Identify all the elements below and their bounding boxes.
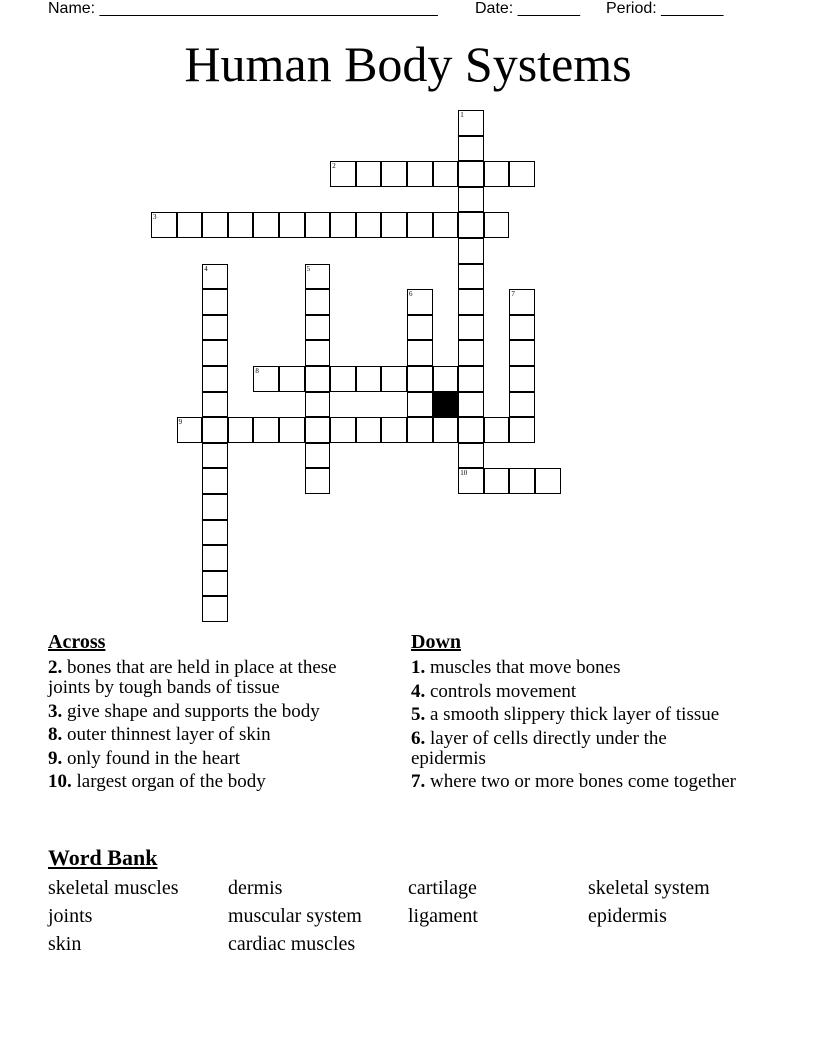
down-clue xyxy=(411,705,741,725)
across-clue xyxy=(48,725,378,745)
crossword-cell[interactable] xyxy=(202,545,228,571)
word-bank-entry: cardiac muscles xyxy=(228,933,356,955)
crossword-cell[interactable] xyxy=(253,417,279,443)
clue-number: 2. xyxy=(48,657,63,678)
down-clue xyxy=(411,682,741,702)
crossword-cell[interactable] xyxy=(407,212,433,238)
crossword-cell[interactable] xyxy=(407,340,433,366)
crossword-cell[interactable] xyxy=(202,340,228,366)
crossword-cell[interactable] xyxy=(228,417,254,443)
page-title: Human Body Systems xyxy=(184,36,632,92)
across-clue xyxy=(48,702,378,722)
word-bank-heading: Word Bank xyxy=(48,845,158,870)
crossword-cell[interactable] xyxy=(305,289,331,315)
crossword-cell[interactable] xyxy=(509,468,535,494)
crossword-cell[interactable] xyxy=(305,468,331,494)
crossword-cell[interactable] xyxy=(407,161,433,187)
crossword-cell[interactable] xyxy=(509,392,535,418)
clue-number: 4. xyxy=(411,680,426,702)
across-heading: Across xyxy=(48,631,106,653)
clue-text: largest organ of the body xyxy=(71,771,266,792)
crossword-cell[interactable] xyxy=(356,161,382,187)
clue-text: only found in the heart xyxy=(62,747,241,769)
crossword-cell[interactable] xyxy=(458,417,484,443)
down-clue-list xyxy=(411,658,741,792)
across-clue xyxy=(48,772,378,792)
crossword-cell[interactable] xyxy=(509,417,535,443)
crossword-cell[interactable] xyxy=(458,264,484,290)
clue-text: muscles that move bones xyxy=(425,657,621,678)
crossword-cell[interactable] xyxy=(458,443,484,469)
crossword-cell[interactable] xyxy=(433,212,459,238)
crossword-cell[interactable] xyxy=(433,417,459,443)
crossword-cell[interactable] xyxy=(458,238,484,264)
clue-number: 10. xyxy=(48,771,72,792)
clue-number-label: 6 xyxy=(409,290,413,299)
clue-text: where two or more bones come together xyxy=(425,771,737,792)
word-bank-entry: skeletal muscles xyxy=(48,877,179,899)
clue-text: give shape and supports the body xyxy=(62,700,320,722)
clue-number: 3. xyxy=(48,700,63,722)
crossword-cell[interactable] xyxy=(253,212,279,238)
crossword-cell[interactable] xyxy=(305,366,331,392)
date-field-label: Date: _______ xyxy=(475,0,580,17)
crossword-cell[interactable] xyxy=(407,366,433,392)
clue-number-label: 3 xyxy=(153,213,157,222)
clue-number-label: 9 xyxy=(178,418,183,427)
across-clue-list xyxy=(48,658,378,792)
crossword-cell[interactable] xyxy=(433,161,459,187)
crossword-cell[interactable] xyxy=(202,468,228,494)
clue-text: outer thinnest layer of skin xyxy=(62,724,271,745)
across-clue xyxy=(48,658,378,698)
word-bank-entry: skeletal system xyxy=(588,877,710,899)
word-bank-entry: muscular system xyxy=(228,905,362,927)
down-heading: Down xyxy=(411,631,462,653)
crossword-cell[interactable] xyxy=(228,212,254,238)
crossword-cell[interactable] xyxy=(330,212,356,238)
crossword-cell[interactable] xyxy=(202,417,228,443)
word-bank-entry: ligament xyxy=(408,905,478,927)
crossword-cell[interactable] xyxy=(305,315,331,341)
crossword-cell[interactable] xyxy=(202,596,228,622)
clue-text: controls movement xyxy=(425,680,577,702)
crossword-cell[interactable] xyxy=(484,468,510,494)
crossword-cell[interactable] xyxy=(509,366,535,392)
clue-number-label: 8 xyxy=(255,367,259,375)
clue-number: 7. xyxy=(411,771,426,792)
crossword-cell[interactable] xyxy=(381,212,407,238)
crossword-cell[interactable] xyxy=(202,571,228,597)
crossword-cell[interactable] xyxy=(509,340,535,366)
crossword-cell[interactable] xyxy=(458,136,484,162)
down-clue xyxy=(411,729,741,769)
crossword-cell[interactable] xyxy=(202,494,228,520)
clue-number: 1. xyxy=(411,657,426,678)
crossword-cell[interactable] xyxy=(484,417,510,443)
crossword-cell[interactable] xyxy=(535,468,561,494)
word-bank-entry: epidermis xyxy=(588,905,667,927)
word-bank-entry: skin xyxy=(48,933,82,955)
crossword-cell[interactable] xyxy=(202,315,228,341)
crossword-cell[interactable] xyxy=(433,366,459,392)
clue-text: a smooth slippery thick layer of tissue xyxy=(425,704,720,725)
clue-number-label: 1 xyxy=(460,111,464,119)
crossword-cell[interactable] xyxy=(305,443,331,469)
word-bank-entry: dermis xyxy=(228,877,283,899)
crossword-cell[interactable] xyxy=(407,417,433,443)
crossword-cell[interactable] xyxy=(381,417,407,443)
down-clue xyxy=(411,772,741,792)
crossword-cell[interactable] xyxy=(356,212,382,238)
crossword-cell[interactable] xyxy=(458,161,484,187)
crossword-cell[interactable] xyxy=(202,443,228,469)
crossword-cell[interactable] xyxy=(356,366,382,392)
crossword-cell[interactable] xyxy=(330,366,356,392)
word-bank xyxy=(48,874,768,958)
crossword-cell[interactable] xyxy=(202,212,228,238)
crossword-cell[interactable] xyxy=(177,212,203,238)
clue-number-label: 10 xyxy=(460,469,468,478)
clue-number-label: 2 xyxy=(332,162,336,171)
crossword-cell[interactable] xyxy=(381,366,407,392)
crossword-cell[interactable] xyxy=(458,289,484,315)
crossword-cell[interactable] xyxy=(279,212,305,238)
crossword-cell[interactable] xyxy=(407,315,433,341)
across-clue xyxy=(48,749,378,769)
down-clues xyxy=(411,630,741,796)
crossword-cell[interactable] xyxy=(305,340,331,366)
crossword-cell[interactable] xyxy=(484,161,510,187)
crossword-cell[interactable] xyxy=(305,392,331,418)
clue-number-label: 4 xyxy=(204,264,208,273)
crossword-cell[interactable] xyxy=(356,417,382,443)
crossword-cell[interactable] xyxy=(279,366,305,392)
clue-text: bones that are held in place at these joints by tough bands of tissue xyxy=(48,657,337,698)
clue-number: 5. xyxy=(411,704,426,725)
clue-number: 8. xyxy=(48,724,63,745)
crossword-cell[interactable] xyxy=(407,392,433,418)
clue-number-label: 7 xyxy=(511,290,515,299)
crossword-cell[interactable] xyxy=(305,212,331,238)
clue-number-label: 5 xyxy=(306,264,311,273)
crossword-cell[interactable] xyxy=(458,392,484,418)
crossword-cell[interactable] xyxy=(458,187,484,213)
crossword-cell[interactable] xyxy=(381,161,407,187)
word-bank-entry: joints xyxy=(48,905,93,927)
crossword-cell[interactable] xyxy=(202,392,228,418)
crossword-cell[interactable] xyxy=(458,212,484,238)
crossword-cell[interactable] xyxy=(202,520,228,546)
down-clue xyxy=(411,658,741,678)
period-field-label: Period: _______ xyxy=(606,0,724,17)
clue-text: layer of cells directly under the epidermis xyxy=(411,727,667,769)
crossword-cell[interactable] xyxy=(458,340,484,366)
crossword-cell[interactable] xyxy=(202,289,228,315)
crossword-cell[interactable] xyxy=(330,417,356,443)
crossword-cell[interactable] xyxy=(202,366,228,392)
across-clues xyxy=(48,630,378,796)
word-bank-entry: cartilage xyxy=(408,877,477,899)
name-field-label: Name: ______________________________________ xyxy=(48,0,438,17)
crossword-cell[interactable] xyxy=(509,315,535,341)
crossword-cell[interactable] xyxy=(279,417,305,443)
crossword-cell[interactable] xyxy=(305,417,331,443)
crossword-cell[interactable] xyxy=(458,366,484,392)
crossword-black-cell xyxy=(433,392,459,418)
clue-number: 9. xyxy=(48,747,63,769)
crossword-cell[interactable] xyxy=(458,315,484,341)
clue-number: 6. xyxy=(411,727,426,749)
crossword-cell[interactable] xyxy=(509,161,535,187)
crossword-cell[interactable] xyxy=(484,212,510,238)
